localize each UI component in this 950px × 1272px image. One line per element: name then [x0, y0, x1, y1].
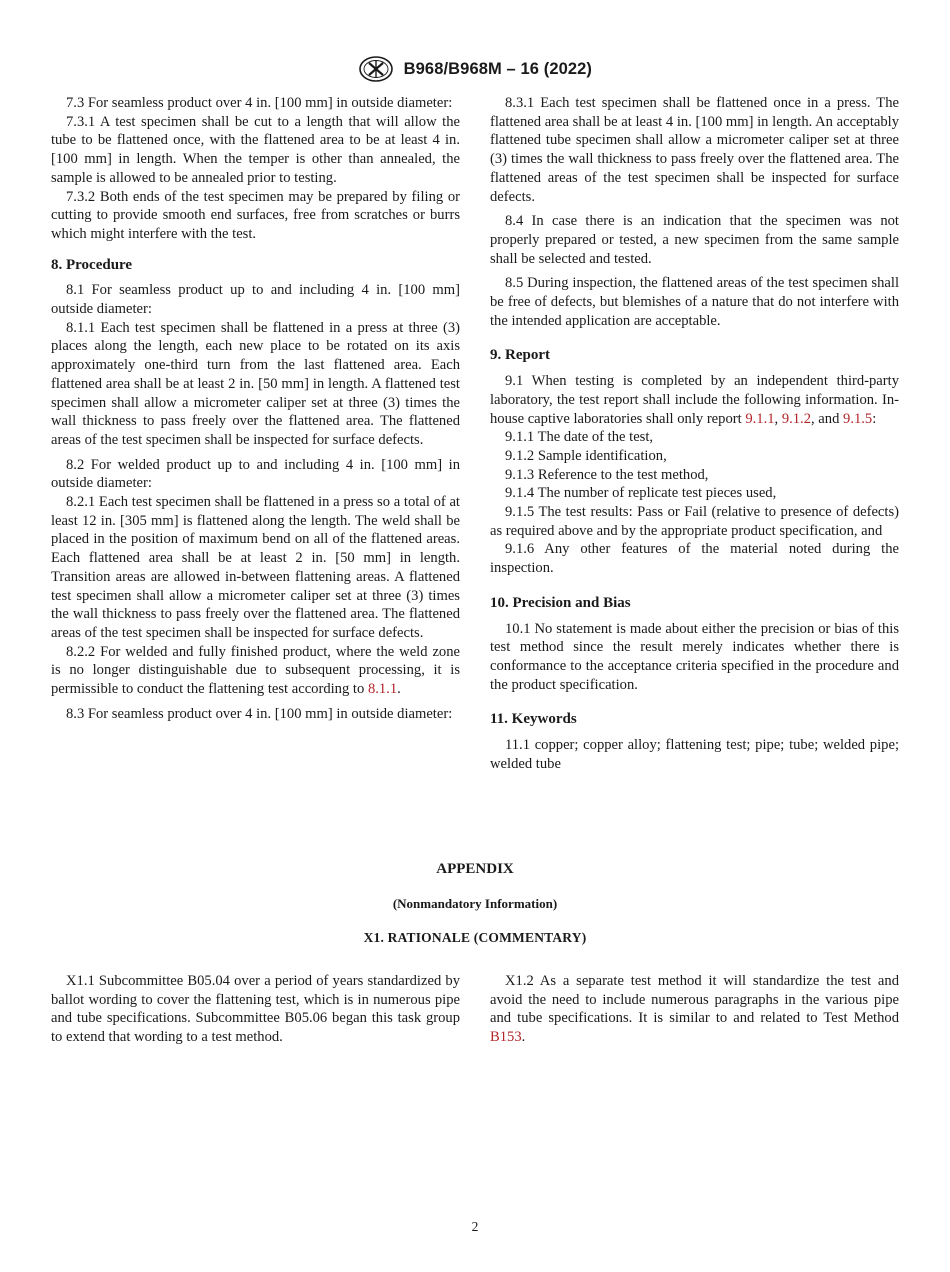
section-11-1: 11.1 copper; copper alloy; flattening test; pipe; tube; welded pipe; welded tube: [490, 737, 899, 772]
heading-keywords: 11. Keywords: [490, 711, 577, 728]
appendix-subtitle: (Nonmandatory Information): [392, 895, 558, 911]
section-8-2-2-end: .: [397, 681, 401, 698]
heading-precision-bias: 10. Precision and Bias: [490, 594, 631, 611]
link-9-1-5[interactable]: 9.1.5: [843, 410, 873, 427]
appendix-header: [0, 860, 950, 948]
section-8-5: 8.5 During inspection, the flattened areas of the test specimen shall be free of defects, but blemishes of a nature that do not interfere with the intended application are acceptable.: [490, 275, 899, 329]
section-8-2-1: 8.2.1 Each test specimen shall be flattened in a press so a total of at least 12 in. [305 mm] is flattened along the length. The weld shall be placed in the position of maximum bend on all of the flattened areas. Each flattened area shall be at least 2 in. [50 mm] in length. Transition areas are allowed in-between flattening areas. A flattened test specimen shall allow a micrometer caliper set at three (3) times the wall thickness to pass freely over the flattened area. The flattened areas of the test specimen shall be inspected for surface defects.: [51, 494, 460, 641]
section-9-1-5: 9.1.5 The test results: Pass or Fail (relative to presence of defects) as required above and by the appropriate product specification, and: [490, 504, 899, 539]
section-10-1: 10.1 No statement is made about either the precision or bias of this test method since the result merely indicates whether there is conformance to the acceptance criteria specified in the procedure and the product specification.: [490, 620, 899, 693]
link-b153[interactable]: B153: [490, 1029, 522, 1046]
appendix-left-column: [51, 972, 460, 1047]
section-7-3-1: 7.3.1 A test specimen shall be cut to a length that will allow the tube to be flattened once, with the flattened area to be at least 4 in. [100 mm] in length. When the temper is other than annealed, the sample is allowed to be annealed prior to testing.: [51, 113, 460, 186]
section-9-1-end: :: [872, 410, 877, 427]
section-9-1: [490, 372, 899, 428]
heading-procedure: 8. Procedure: [51, 256, 133, 273]
section-8-1: 8.1 For seamless product up to and including 4 in. [100 mm] outside diameter:: [51, 282, 460, 318]
appendix-right-column: [490, 972, 899, 1047]
section-9-1-sep2: , and: [811, 410, 844, 427]
document-designation: B968/B968M – 16 (2022): [403, 59, 593, 78]
section-9-1-sep1: ,: [774, 410, 782, 427]
appendix-title: APPENDIX: [436, 861, 514, 877]
section-8-2: 8.2 For welded product up to and including 4 in. [100 mm] in outside diameter:: [51, 456, 460, 492]
section-7-3-2: 7.3.2 Both ends of the test specimen may be prepared by filing or cutting to provide smooth end surfaces, free from scratches or burrs which might interfere with the test.: [51, 188, 460, 242]
section-9-1-4: 9.1.4 The number of replicate test pieces used,: [505, 485, 777, 502]
section-9-1-3: 9.1.3 Reference to the test method,: [505, 466, 709, 483]
link-9-1-2[interactable]: 9.1.2: [781, 410, 811, 427]
section-8-2-2-text: 8.2.2 For welded and fully finished product, where the weld zone is no longer distinguishable due to subsequent processing, it is permissible to conduct the flattening test according to: [51, 643, 460, 698]
section-x1-2-text: X1.2 As a separate test method it will standardize the test and avoid the need to include numerous paragraphs in the various pipe and tube specifications. It is similar to and related to Test Method: [490, 973, 899, 1027]
section-8-4: 8.4 In case there is an indication that the specimen was not properly prepared or tested, a new specimen from the same sample shall be selected and tested.: [490, 213, 899, 267]
left-column: [51, 94, 460, 724]
section-x1-2-end: .: [521, 1029, 526, 1046]
appendix-x1-heading: X1. RATIONALE (COMMENTARY): [363, 930, 587, 946]
page-header: [0, 56, 950, 84]
page-number: 2: [471, 1219, 479, 1234]
section-8-3-1: 8.3.1 Each test specimen shall be flattened once in a press. The flattened area shall be at least 4 in. [100 mm] in length. An acceptably flattened tube specimen shall allow a micrometer caliper set at three (3) times the wall thickness to pass freely over the flattened area. The flattened areas of the test specimen shall be inspected for surface defects.: [490, 95, 899, 205]
section-9-1-text: 9.1 When testing is completed by an independent third-party laboratory, the test report shall include the following information. In-house captive laboratories shall only report: [490, 373, 899, 427]
section-8-1-1: 8.1.1 Each test specimen shall be flattened in a press at three (3) places along the length, each new place to be rotated on its axis approximately one-third turn from the last flattened area. Each flattened area shall be at least 2 in. [50 mm] in length. A flattened test specimen shall allow a micrometer caliper set at three (3) times the wall thickness to pass freely over the flattened area. The flattened areas of the test specimen shall be inspected for surface defects.: [51, 319, 460, 448]
section-7-3: 7.3 For seamless product over 4 in. [100 mm] in outside diameter:: [66, 95, 453, 111]
section-9-1-2: 9.1.2 Sample identification,: [505, 447, 667, 464]
section-9-1-6: 9.1.6 Any other features of the material noted during the inspection.: [490, 541, 899, 577]
section-8-2-2: [51, 643, 460, 699]
section-8-3: 8.3 For seamless product over 4 in. [100 mm] in outside diameter:: [66, 705, 453, 722]
astm-logo-icon: [358, 56, 394, 82]
link-9-1-1[interactable]: 9.1.1: [745, 410, 775, 427]
link-8-1-1[interactable]: 8.1.1: [367, 681, 398, 698]
right-column: [490, 94, 899, 774]
section-x1-1: X1.1 Subcommittee B05.04 over a period of years standardized by ballot wording to cover the flattening test, which is in numerous pipe and tube specifications. Subcommittee B05.06 began this task group to extend that wording to a test method.: [51, 973, 460, 1046]
heading-report: 9. Report: [490, 347, 550, 364]
section-9-1-1: 9.1.1 The date of the test,: [505, 429, 654, 446]
section-x1-2: [490, 972, 899, 1047]
